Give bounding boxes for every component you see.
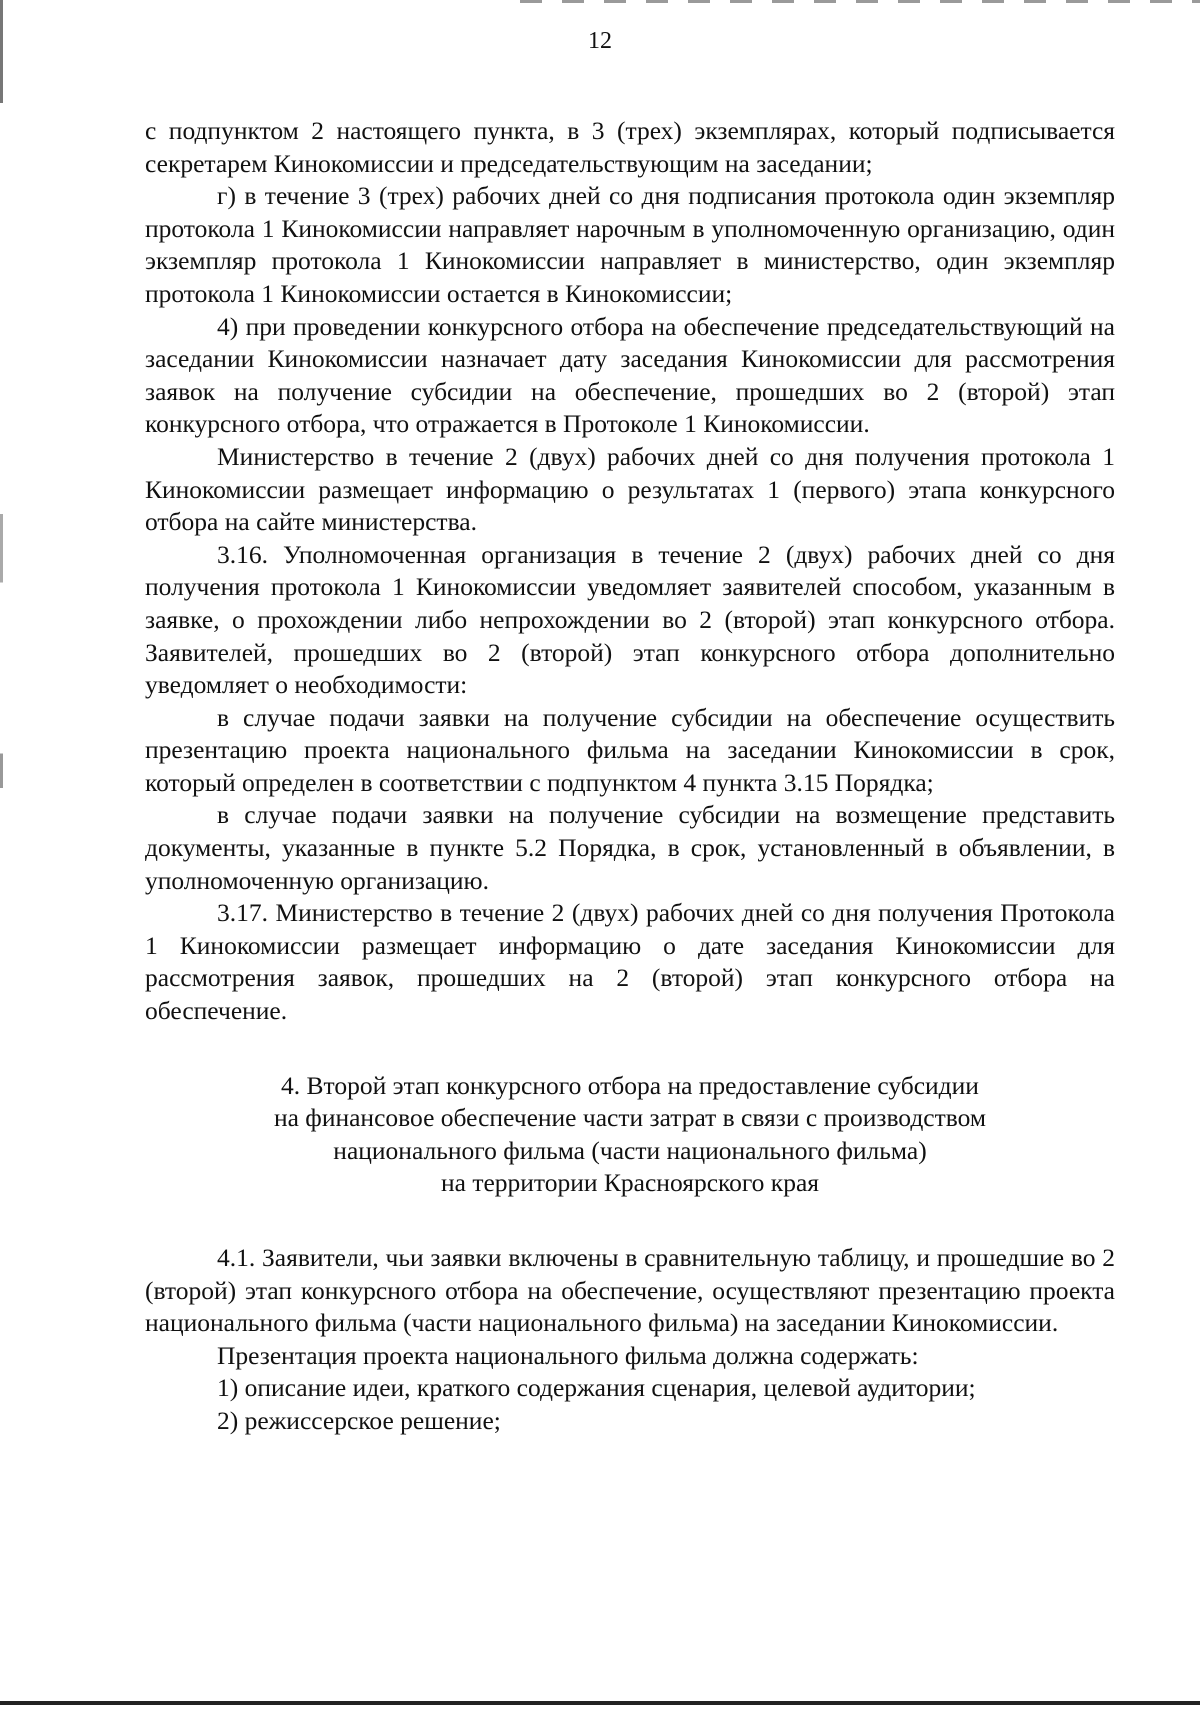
section-heading-line: на финансовое обеспечение части затрат в связи с производством (273, 1103, 987, 1133)
section-heading (145, 1070, 1115, 1200)
document-body (145, 115, 1115, 1438)
scan-artifact-left (0, 0, 3, 1713)
paragraph-3-17: 3.17. Министерство в течение 2 (двух) рабочих дней со дня получения Протокола 1 Кинокомиссии размещает информацию о дате заседания Кинокомиссии для рассмотрения заявок, прошедших на 2 (второй) этап конкурсного отбора на обеспечение. (145, 898, 1115, 1026)
paragraph-case-provision: в случае подачи заявки на получение субсидии на обеспечение осуществить презентацию проекта национального фильма на заседании Кинокомиссии в срок, который определен в соответствии с подпунктом 4 пункта 3.15 Порядка; (145, 702, 1115, 797)
paragraph-ministry-results: Министерство в течение 2 (двух) рабочих дней со дня получения протокола 1 Кинокомиссии размещает информацию о результатах 1 (первого) этапа конкурсного отбора на сайте министерства. (145, 441, 1115, 537)
paragraph-presentation-intro: Презентация проекта национального фильма должна содержать: (217, 1340, 919, 1370)
scan-artifact-bottom (0, 1701, 1200, 1705)
scan-artifact-top (520, 0, 1200, 3)
section-heading-line: на территории Красноярского края (440, 1168, 819, 1198)
paragraph-item-g: г) в течение 3 (трех) рабочих дней со дня подписания протокола один экземпляр протокола 1 Кинокомиссии направляет нарочным в уполномоченную организацию, один экземпляр протокола 1 Кинокомиссии направляет в министерство, один экземпляр протокола 1 Кинокомиссии остается в Кинокомиссии; (145, 181, 1115, 308)
section-heading-line: национального фильма (части национального фильма) (333, 1135, 927, 1165)
paragraph-4-1: 4.1. Заявители, чьи заявки включены в сравнительную таблицу, и прошедшие во 2 (второй) этап конкурсного отбора на обеспечение, осуществляют презентацию проекта национального фильма (части национального фильма) на заседании Кинокомиссии. (145, 1243, 1115, 1338)
list-item-2: 2) режиссерское решение; (217, 1405, 501, 1435)
section-heading-line: 4. Второй этап конкурсного отбора на предоставление субсидии (281, 1070, 979, 1100)
paragraph-item-4: 4) при проведении конкурсного отбора на обеспечение председательствующий на заседании Кинокомиссии назначает дату заседания Кинокомиссии для рассмотрения заявок на получение субсидии на обеспечение, прошедших во 2 (второй) этап конкурсного отбора, что отражается в Протоколе 1 Кинокомиссии. (145, 311, 1115, 439)
paragraph-continuation: с подпунктом 2 настоящего пункта, в 3 (трех) экземплярах, который подписывается секретарем Кинокомиссии и председательствующим на заседании; (145, 116, 1115, 178)
paragraph-case-reimbursement: в случае подачи заявки на получение субсидии на возмещение представить документы, указанные в пункте 5.2 Порядка, в срок, установленный в объявлении, в уполномоченную организацию. (145, 800, 1115, 895)
paragraph-3-16: 3.16. Уполномоченная организация в течение 2 (двух) рабочих дней со дня получения протокола 1 Кинокомиссии уведомляет заявителей способом, указанным в заявке, о прохождении либо непрохождении во 2 (второй) этап конкурсного отбора. Заявителей, прошедших во 2 (второй) этап конкурсного отбора дополнительно уведомляет о необходимости: (145, 539, 1115, 700)
page-number: 12 (588, 28, 612, 54)
list-item-1: 1) описание идеи, краткого содержания сценария, целевой аудитории; (217, 1373, 976, 1403)
